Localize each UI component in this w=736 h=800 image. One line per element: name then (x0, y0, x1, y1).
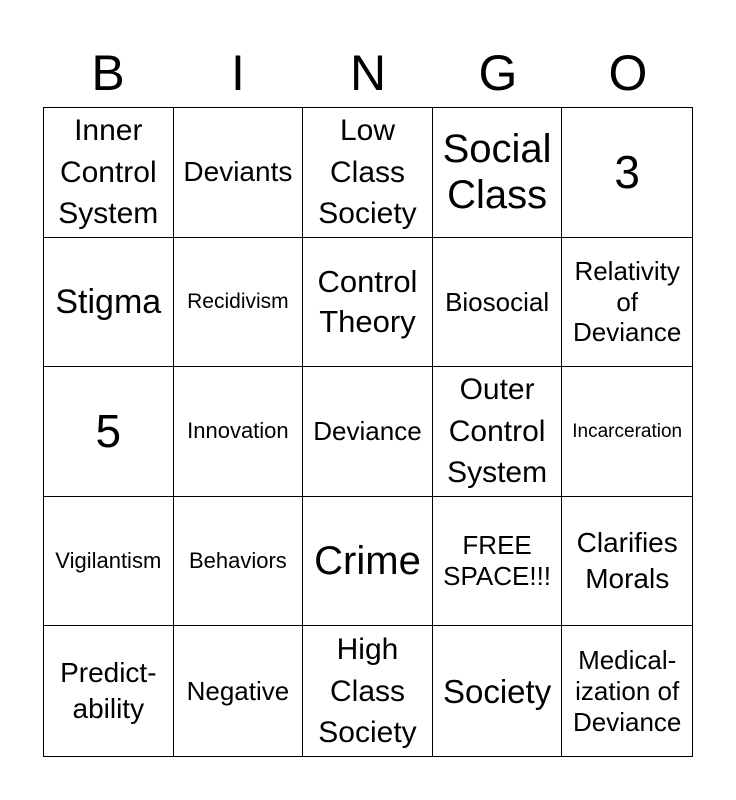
cell-label: Innovation (187, 418, 289, 444)
cell-label: Incarceration (572, 420, 683, 442)
bingo-cell[interactable] (174, 108, 304, 238)
bingo-cell[interactable] (44, 238, 174, 368)
cell-label: Stigma (55, 282, 162, 321)
cell-label: Recidivism (187, 289, 289, 313)
bingo-cell[interactable] (303, 497, 433, 627)
bingo-cell[interactable] (44, 497, 174, 627)
bingo-cell[interactable] (433, 238, 563, 368)
bingo-cell[interactable] (44, 626, 174, 756)
cell-label: Inner Control System (58, 114, 159, 230)
bingo-cell[interactable] (303, 626, 433, 756)
bingo-cell[interactable] (44, 108, 174, 238)
bingo-cell[interactable] (562, 497, 692, 627)
cell-label: Control Theory (317, 263, 418, 339)
cell-label: Outer Control System (447, 373, 548, 490)
bingo-cell[interactable] (44, 367, 174, 497)
cell-label: Low Class Society (318, 114, 417, 230)
cell-label: Medical- ization of Deviance (572, 645, 682, 737)
bingo-cell[interactable] (303, 367, 433, 497)
bingo-cell[interactable] (174, 626, 304, 756)
bingo-board (43, 107, 693, 757)
cell-label: Crime (314, 539, 421, 584)
bingo-cell[interactable] (174, 238, 304, 368)
cell-label: Deviants (183, 156, 293, 188)
cell-label: Predict- ability (60, 656, 157, 725)
bingo-cell[interactable] (174, 367, 304, 497)
cell-label: Behaviors (188, 548, 287, 573)
cell-label: FREE SPACE!!! (443, 530, 552, 592)
cell-label: High Class Society (318, 633, 417, 749)
cell-label: Society (442, 672, 552, 710)
header-letter-o: O (608, 45, 648, 101)
cell-label: Clarifies Morals (576, 526, 678, 595)
cell-label: Deviance (313, 416, 422, 447)
cell-label: 3 (614, 146, 640, 198)
cell-label: Vigilantism (55, 548, 162, 573)
bingo-cell[interactable] (562, 626, 692, 756)
bingo-cell[interactable] (433, 497, 563, 627)
cell-label: Biosocial (445, 286, 550, 317)
bingo-cell[interactable] (562, 367, 692, 497)
bingo-cell[interactable] (433, 626, 563, 756)
header-letter-i: I (231, 45, 245, 101)
cell-label: Relativity of Deviance (572, 255, 682, 348)
bingo-cell[interactable] (562, 238, 692, 368)
bingo-cell[interactable] (303, 238, 433, 368)
cell-label: Negative (186, 675, 290, 706)
header-letter-b: B (91, 45, 125, 101)
bingo-cell[interactable] (562, 108, 692, 238)
bingo-cell[interactable] (303, 108, 433, 238)
cell-label: Social Class (442, 127, 552, 218)
header-letter-g: G (478, 45, 518, 101)
bingo-cell[interactable] (174, 497, 304, 627)
bingo-header (43, 38, 693, 108)
cell-label: 5 (95, 405, 122, 458)
bingo-cell[interactable] (433, 108, 563, 238)
header-letter-n: N (349, 45, 387, 101)
bingo-cell[interactable] (433, 367, 563, 497)
